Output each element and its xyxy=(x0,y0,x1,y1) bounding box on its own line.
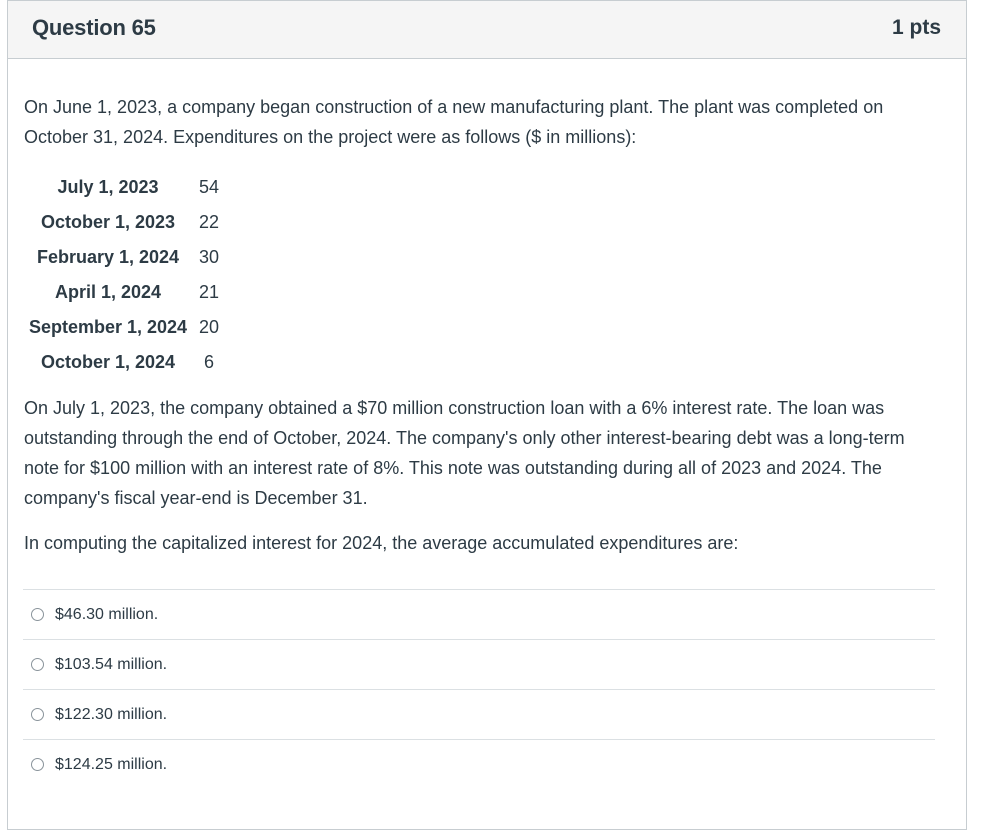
table-row xyxy=(23,345,222,380)
expenditure-amount: 22 xyxy=(198,212,220,232)
expenditure-date: July 1, 2023 xyxy=(57,177,159,197)
answer-label[interactable]: $122.30 million. xyxy=(55,705,168,723)
table-row xyxy=(23,205,222,240)
expenditure-date: April 1, 2024 xyxy=(54,282,162,302)
expenditure-date: February 1, 2024 xyxy=(36,247,180,267)
expenditure-amount: 54 xyxy=(198,177,220,197)
answer-option-2[interactable] xyxy=(23,639,935,689)
radio-button[interactable] xyxy=(31,758,44,771)
answer-option-4[interactable] xyxy=(23,739,935,789)
expenditure-amount: 6 xyxy=(203,352,214,372)
expenditure-date: September 1, 2024 xyxy=(28,317,188,337)
table-row xyxy=(23,275,222,310)
table-row xyxy=(23,310,222,345)
answer-list xyxy=(23,589,935,789)
answer-option-3[interactable] xyxy=(23,689,935,739)
question-header xyxy=(8,1,966,59)
expenditures-table xyxy=(23,170,222,380)
question-title: Question 65 xyxy=(32,15,156,40)
expenditure-amount: 20 xyxy=(198,317,220,337)
radio-button[interactable] xyxy=(31,608,44,621)
question-prompt: In computing the capitalized interest for 2024, the average accumulated expenditures are: xyxy=(24,533,739,553)
question-text xyxy=(24,92,936,152)
answer-label[interactable]: $103.54 million. xyxy=(55,655,168,673)
radio-button[interactable] xyxy=(31,708,44,721)
answer-label[interactable]: $124.25 million. xyxy=(55,755,168,773)
question-intro: On June 1, 2023, a company began construction of a new manufacturing plant. The plant was completed on October 31, 2024. Expenditures on the project were as follows ($ in millions): xyxy=(24,97,884,147)
question-details: On July 1, 2023, the company obtained a $70 million construction loan with a 6% interest rate. The loan was outstanding through the end of October, 2024. The company's only other interest-bearing debt was a long-term note for $100 million with an interest rate of 8%. This note was outstanding during all of 2023 and 2024. The company's fiscal year-end is December 31. xyxy=(24,398,905,508)
expenditure-date: October 1, 2024 xyxy=(40,352,176,372)
expenditure-date: October 1, 2023 xyxy=(40,212,176,232)
question-points: 1 pts xyxy=(891,16,941,39)
answer-option-1[interactable] xyxy=(23,589,935,639)
expenditure-amount: 21 xyxy=(198,282,220,302)
table-row xyxy=(23,170,222,205)
answer-label[interactable]: $46.30 million. xyxy=(55,605,159,623)
radio-button[interactable] xyxy=(31,658,44,671)
expenditure-amount: 30 xyxy=(198,247,220,267)
table-row xyxy=(23,240,222,275)
